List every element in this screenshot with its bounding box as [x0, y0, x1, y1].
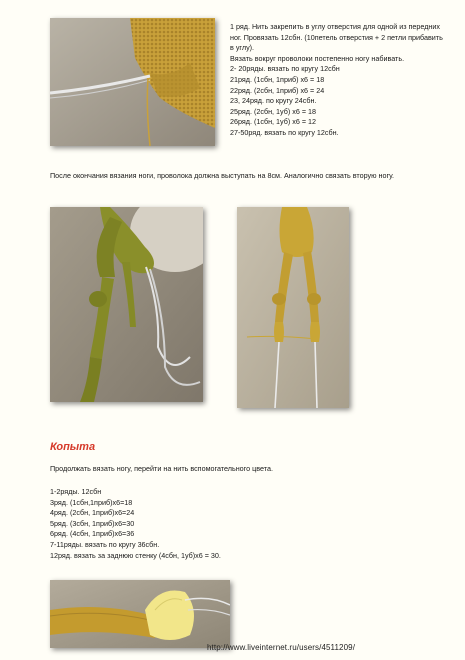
row-text: 21ряд. (1сбн, 1приб) х6 = 18: [230, 74, 325, 84]
photo-yellow-legs: [237, 207, 349, 408]
row-text: 5ряд. (3сбн, 1приб)х6=30: [50, 518, 135, 528]
rows-instructions-1: [230, 22, 445, 139]
row-text: 3ряд. (1сбн,1приб)х6=18: [50, 497, 133, 507]
row-text: 26ряд. (1сбн, 1уб) х6 = 12: [230, 117, 317, 127]
rows-instructions-2: [50, 487, 310, 561]
row-1-text: 1 ряд. Нить закрепить в углу отверстия для одной из передних ног. Провязать 12сбн. (10петель отверстия + 2 петли прибавить в углу).: [230, 22, 443, 53]
photo-hoof: [50, 580, 230, 648]
row-text: 12ряд. вязать за заднюю стенку (4сбн, 1уб)х6 = 30.: [50, 550, 221, 560]
row-text: 27-50ряд. вязать по кругу 12сбн.: [230, 127, 339, 137]
hooves-heading: Копыта: [50, 441, 96, 453]
footer-url: http://www.liveinternet.ru/users/4511209/: [207, 643, 356, 652]
row-text: Вязать вокруг проволоки постепенно ногу набивать.: [230, 53, 405, 63]
hoof-image: [50, 580, 230, 648]
yellow-legs-image: [237, 207, 349, 408]
photo-green-legs: [50, 207, 203, 402]
leg-finish-paragraph: После окончания вязания ноги, проволока должна выступать на 8см. Аналогично связать вторую ногу.: [50, 171, 394, 180]
row-text: 25ряд. (2сбн, 1уб) х6 = 18: [230, 106, 317, 116]
row-text: 22ряд. (2сбн, 1приб) х6 = 24: [230, 85, 325, 95]
row-text: 1-2ряды. 12сбн: [50, 487, 102, 496]
hooves-intro: Продолжать вязать ногу, перейти на нить вспомогательного цвета.: [50, 464, 273, 473]
photo-leg-start: [50, 18, 215, 146]
row-text: 23, 24ряд. по кругу 24сбн.: [230, 96, 317, 106]
row-text: 4ряд. (2сбн, 1приб)х6=24: [50, 508, 135, 518]
row-text: 7-11ряды. вязать по кругу 36сбн.: [50, 539, 160, 549]
row-text: 2- 20ряды. вязать по кругу 12сбн: [230, 64, 340, 74]
row-text: 6ряд. (4сбн, 1приб)х6=36: [50, 529, 135, 539]
green-legs-image: [50, 207, 203, 402]
leg-start-image: [50, 18, 215, 146]
